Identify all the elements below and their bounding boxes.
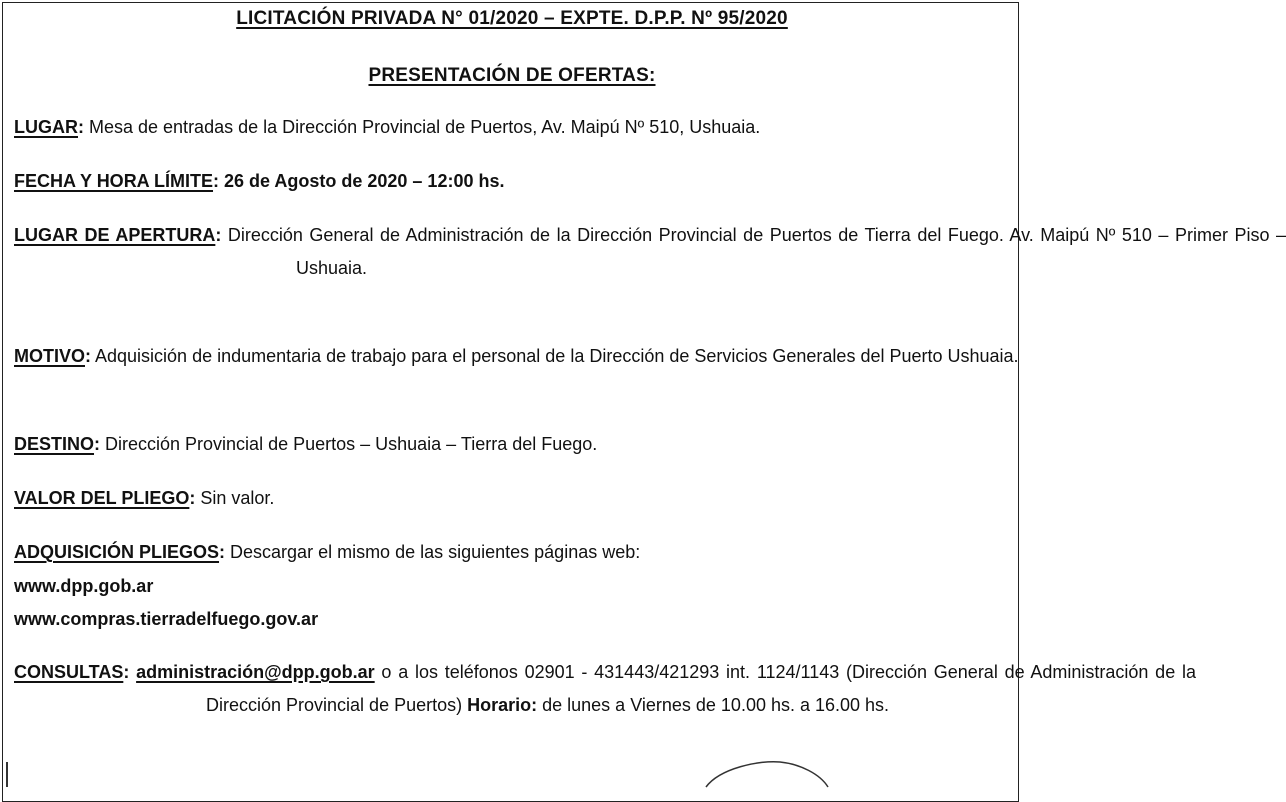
section-heading-text: PRESENTACIÓN DE OFERTAS	[368, 65, 649, 86]
field-valor-label: VALOR DEL PLIEGO	[14, 488, 190, 508]
field-apertura-colon: :	[215, 225, 222, 245]
field-motivo-label: MOTIVO	[14, 346, 85, 366]
field-valor	[14, 482, 274, 515]
field-lugar-label: LUGAR	[14, 117, 78, 137]
field-fecha-colon: :	[213, 171, 220, 191]
field-apertura-value: Dirección General de Administración de la Dirección Provincial de Puertos de Tierra del Fuego. Av. Maipú Nº 510 – Primer Piso – Ushuaia.	[221, 225, 1286, 278]
email-link[interactable]: administración@dpp.gob.ar	[136, 662, 375, 682]
field-apertura	[14, 219, 1286, 285]
website-link-dpp[interactable]: www.dpp.gob.ar	[14, 576, 154, 596]
field-lugar-colon: :	[78, 117, 84, 137]
section-heading	[0, 65, 1024, 87]
field-valor-value: Sin valor.	[195, 488, 275, 508]
field-fecha-label: FECHA Y HORA LÍMITE	[14, 171, 214, 191]
field-valor-colon: :	[189, 488, 196, 508]
website-link-compras[interactable]: www.compras.tierradelfuego.gov.ar	[14, 609, 319, 629]
field-lugar	[14, 111, 760, 144]
section-heading-colon: :	[648, 65, 656, 86]
field-apertura-label: LUGAR DE APERTURA	[14, 225, 216, 245]
stamp-seal-fragment	[700, 760, 840, 787]
field-adquisicion	[14, 536, 640, 569]
field-destino-colon: :	[94, 434, 101, 454]
field-consultas-label: CONSULTAS	[14, 662, 124, 682]
field-adquisicion-colon: :	[219, 542, 226, 562]
field-lugar-value: Mesa de entradas de la Dirección Provincial de Puertos, Av. Maipú Nº 510, Ushuaia.	[84, 117, 761, 137]
document-title: LICITACIÓN PRIVADA N° 01/2020 – EXPTE. D.P.P. Nº 95/2020	[236, 8, 788, 29]
field-consultas-value: o a los teléfonos 02901 - 431443/421293 int. 1124/1143 (Dirección General de Administración de la Dirección Provincial de Puertos)	[206, 662, 1196, 715]
field-destino-value: Dirección Provincial de Puertos – Ushuaia – Tierra del Fuego.	[100, 434, 598, 454]
field-motivo	[14, 340, 1108, 373]
scan-edge-mark	[0, 762, 8, 787]
horario-value: de lunes a Viernes de 10.00 hs. a 16.00 hs.	[537, 695, 890, 715]
field-destino-label: DESTINO	[14, 434, 95, 454]
field-consultas	[14, 656, 1196, 722]
field-consultas-colon: :	[123, 662, 130, 682]
horario-label: Horario:	[467, 695, 538, 715]
field-fecha	[14, 165, 504, 198]
field-adquisicion-value: Descargar el mismo de las siguientes páginas web:	[225, 542, 641, 562]
field-motivo-value: Adquisición de indumentaria de trabajo para el personal de la Dirección de Servicios Generales del Puerto Ushuaia.	[91, 346, 1019, 366]
field-fecha-value: 26 de Agosto de 2020 – 12:00 hs.	[219, 171, 505, 191]
field-adquisicion-label: ADQUISICIÓN PLIEGOS	[14, 542, 220, 562]
field-destino	[14, 428, 597, 461]
field-motivo-colon: :	[85, 346, 91, 366]
